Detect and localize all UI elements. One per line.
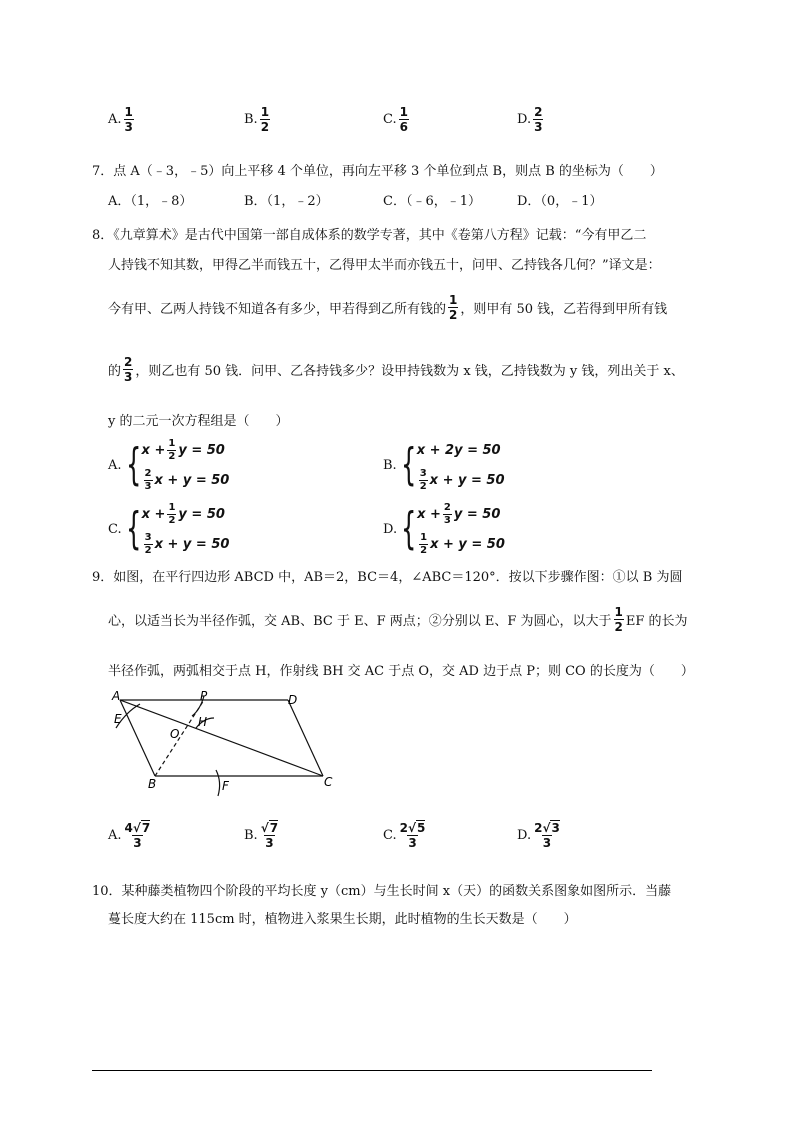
q10-stem-line2: 蔓长度大约在 115cm 时，植物进入浆果生长期，此时植物的生长天数是（ ） — [108, 912, 577, 927]
q7-option-b[interactable]: B．（1，﹣2） — [244, 194, 329, 209]
brace-icon: { — [400, 439, 417, 490]
q8-stem-line2: 人持钱不知其数，甲得乙半而钱五十，乙得甲太半而亦钱五十，问甲、乙持钱各几何？”译文是： — [108, 258, 661, 273]
footer-divider — [92, 1070, 652, 1071]
label-f: F — [222, 779, 229, 793]
brace-icon: { — [125, 503, 142, 554]
fraction: $\frac{1}{3}$ — [124, 105, 133, 134]
q9-option-b[interactable] — [244, 822, 281, 849]
fraction: $\frac{1}{2}$ — [449, 293, 458, 322]
q10-stem-line1: 10．某种藤类植物四个阶段的平均长度 y（cm）与生长时间 x（天）的函数关系图象如图所示．当藤 — [92, 884, 672, 899]
q9-stem-line2: 心，以适当长为半径作弧，交 AB、BC 于 E、F 两点；②分别以 E、F 为圆心，以大于 $\frac{1}{2}$ EF 的长为 — [108, 605, 688, 634]
option-label: B. — [383, 457, 397, 473]
fraction: $\frac{4√7}{3}$ — [124, 821, 151, 850]
option-label: A. — [108, 112, 122, 127]
fraction: $\frac{2√3}{3}$ — [534, 821, 560, 850]
option-label: C. — [383, 112, 397, 127]
q8-option-d[interactable] — [383, 502, 505, 556]
q9-option-a[interactable] — [108, 822, 153, 849]
label-b: B — [148, 777, 157, 791]
equation-system: { x + $\frac{1}{2}$ y = 50 $\frac{3}{2}$ x + y = 50 — [125, 501, 230, 556]
option-label: B. — [244, 828, 258, 843]
label-p: P — [200, 689, 208, 703]
option-label: D. — [517, 828, 532, 843]
option-label: D. — [383, 521, 398, 537]
equation-system: { x + $\frac{2}{3}$ y = 50 $\frac{1}{2}$ x + y = 50 — [401, 501, 505, 556]
fraction: $\frac{1}{2}$ — [260, 105, 270, 134]
fraction: $\frac{2}{3}$ — [534, 105, 543, 134]
brace-icon: { — [401, 503, 417, 554]
q9-stem-line1: 9．如图，在平行四边形 ABCD 中，AB＝2，BC＝4，∠ABC＝120°．按以下步骤作图：①以 B 为圆 — [92, 570, 683, 585]
fraction: $\frac{1}{2}$ — [614, 605, 623, 634]
q7-option-a[interactable]: A．（1，﹣8） — [108, 194, 193, 209]
q7-stem: 7．点 A（﹣3，﹣5）向上平移 4 个单位，再向左平移 3 个单位到点 B，则点 B 的坐标为（ ） — [92, 164, 663, 179]
option-label: B. — [244, 112, 258, 127]
option-label: C. — [383, 828, 397, 843]
q9-stem-line3: 半径作弧，两弧相交于点 H，作射线 BH 交 AC 于点 O，交 AD 边于点 P；则 CO 的长度为（ ） — [108, 664, 694, 679]
option-label: A. — [108, 457, 122, 473]
fraction: $\frac{2}{3}$ — [124, 355, 133, 384]
q9-option-d[interactable] — [517, 822, 563, 849]
q8-stem-line3: 今有甲、乙两人持钱不知道各有多少，甲若得到乙所有钱的 $\frac{1}{2}$ ，则甲有 50 钱，乙若得到甲所有钱 — [108, 293, 668, 322]
option-label: C. — [108, 521, 122, 537]
q7-option-d[interactable]: D．（0，﹣1） — [517, 194, 603, 209]
fraction: $\frac{1}{6}$ — [399, 105, 408, 134]
label-d: D — [288, 693, 298, 707]
q6-option-a[interactable] — [108, 106, 136, 133]
option-label: A. — [108, 828, 122, 843]
equation-system: { x + 2y = 50 $\frac{3}{2}$ x + y = 50 — [400, 439, 505, 492]
label-h: H — [198, 715, 208, 729]
q8-option-a[interactable] — [108, 438, 229, 492]
q6-option-d[interactable] — [517, 106, 545, 133]
q8-option-b[interactable] — [383, 438, 505, 492]
brace-icon: { — [125, 439, 141, 490]
q8-option-c[interactable] — [108, 502, 229, 556]
fraction: $\frac{√7}{3}$ — [260, 821, 279, 850]
label-a: A — [112, 689, 121, 703]
parallelogram-figure — [108, 688, 348, 798]
q9-option-c[interactable] — [383, 822, 428, 849]
q6-option-b[interactable] — [244, 106, 272, 133]
option-label: D. — [517, 112, 532, 127]
label-c: C — [324, 775, 333, 789]
label-e: E — [114, 712, 122, 726]
q8-stem-line4: 的 $\frac{2}{3}$ ，则乙也有 50 钱．问甲、乙各持钱多少？设甲持钱数为 x 钱，乙持钱数为 y 钱，列出关于 x、 — [108, 355, 684, 384]
q7-option-c[interactable]: C．（﹣6，﹣1） — [383, 194, 481, 209]
label-o: O — [170, 727, 180, 741]
q6-option-c[interactable] — [383, 106, 411, 133]
fraction: $\frac{2√5}{3}$ — [399, 821, 426, 850]
equation-system: { x + $\frac{1}{2}$ y = 50 $\frac{2}{3}$ x + y = 50 — [125, 437, 230, 492]
q8-stem-line1: 8．《九章算术》是古代中国第一部自成体系的数学专著，其中《卷第八方程》记载：“今有甲乙二 — [92, 228, 647, 243]
q8-stem-line5: y 的二元一次方程组是（ ） — [108, 414, 289, 429]
